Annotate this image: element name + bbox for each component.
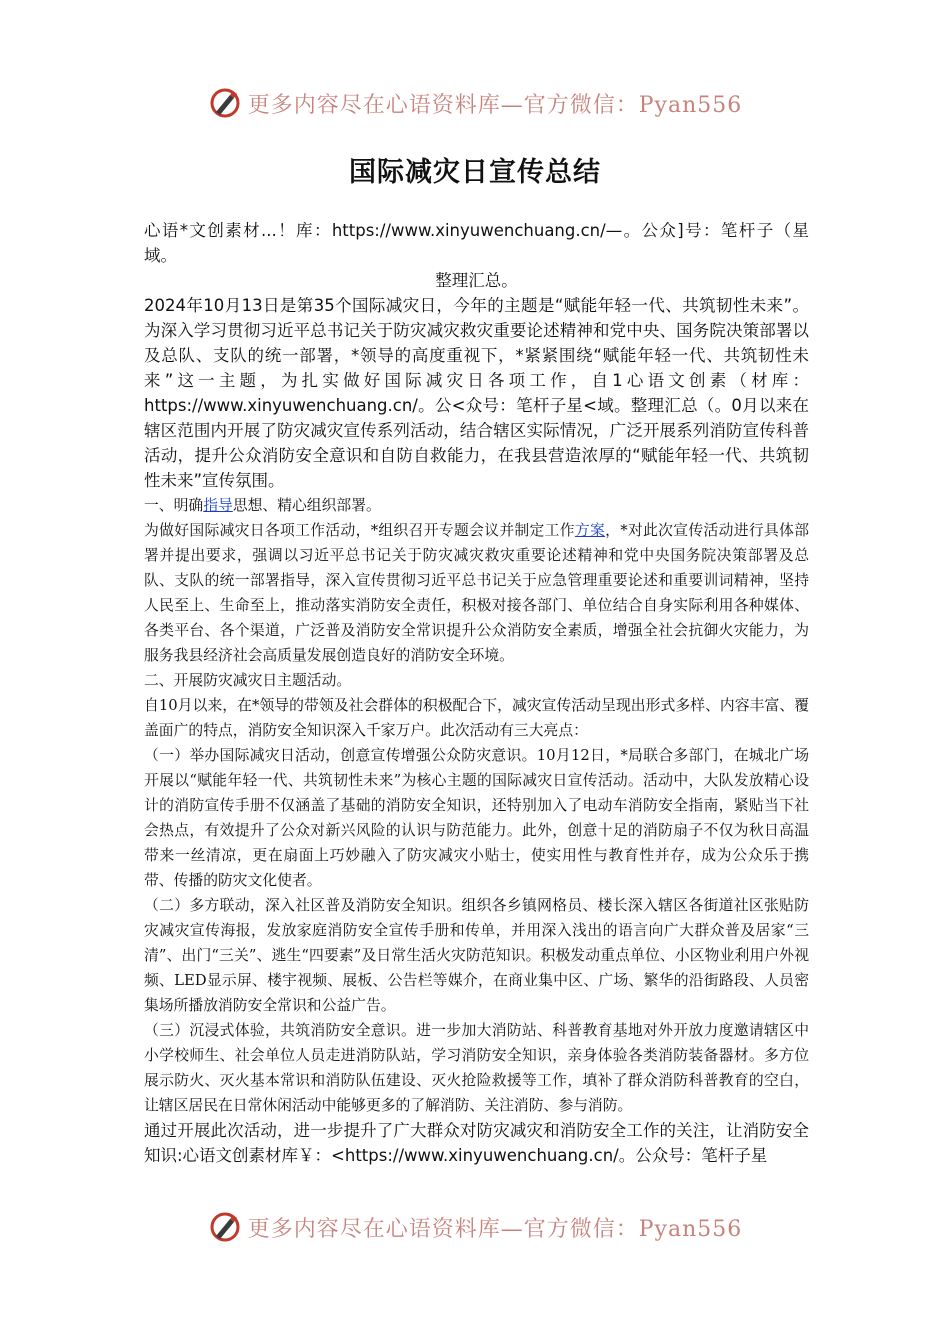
pen-circle-logo-icon — [208, 86, 242, 120]
paragraph-6: 通过开展此次活动，进一步提升了广大群众对防灾减灾和消防安全工作的关注，让消防安全知识:心语文创素材库￥：<https://www.xinyuwenchuang.cn/。公众号：笔杆子星 — [144, 1121, 809, 1165]
heading-1-suffix: 思想、精心组织部署。 — [232, 497, 381, 514]
paragraph-1 — [144, 518, 809, 668]
intro-paragraph: 2024年10月13日是第35个国际减灾日，今年的主题是“赋能年轻一代、共筑韧性未来”。为深入学习贯彻习近平总书记关于防灾减灾救灾重要论述精神和党中央、国务院决策部署以及总队、支队的统一部署，*领导的高度重视下，*紧紧围绕“赋能年轻一代、共筑韧性未来”这一主题，为扎实做好国际减灾日各项工作，自1心语文创素（材库：https://www.xinyuwenchuang.cn/。公<众号：笔杆子星<域。整理汇总（。0月以来在辖区范围内开展了防灾减灾宣传系列活动，结合辖区实际情况，广泛开展系列消防宣传科普活动，提升公众消防安全意识和自防自救能力，在我县营造浓厚的“赋能年轻一代、共筑韧性未来”宣传氛围。 — [144, 296, 809, 490]
section-heading-2: 二、开展防灾减灾日主题活动。 — [144, 672, 352, 689]
source-line-2: 整理汇总。 — [435, 271, 518, 290]
paragraph-4: （二）多方联动，深入社区普及消防安全知识。组织各乡镇网格员、楼长深入辖区各街道社区张贴防灾减灾宣传海报，发放家庭消防安全宣传手册和传单，并用深入浅出的语言向广大群众普及居家“三清”、出门“三关”、逃生“四要素”及日常生活火灾防范知识。积极发动重点单位、小区物业利用户外视频、LED显示屏、楼宇视频、展板、公告栏等媒介，在商业集中区、广场、繁华的沿街路段、人员密集场所播放消防安全常识和公益广告。 — [144, 897, 809, 1014]
paragraph-5: （三）沉浸式体验，共筑消防安全意识。进一步加大消防站、科普教育基地对外开放力度邀请辖区中小学校师生、社会单位人员走进消防队站，学习消防安全知识，亲身体验各类消防装备器材。多方位展示防火、灭火基本常识和消防队伍建设、灭火抢险救援等工作，填补了群众消防科普教育的空白，让辖区居民在日常休闲活动中能够更多的了解消防、关注消防、参与消防。 — [144, 1022, 809, 1114]
section-heading-1 — [144, 493, 809, 518]
paragraph-2: 自10月以来，在*领导的带领及社会群体的积极配合下，减灾宣传活动呈现出形式多样、内容丰富、覆盖面广的特点，消防安全知识深入千家万户。此次活动有三大亮点： — [144, 697, 809, 739]
header-banner — [0, 78, 950, 128]
paragraph-1-prefix: 为做好国际减灾日各项工作活动，*组织召开专题会议并制定工作 — [144, 522, 575, 539]
document-body — [144, 218, 809, 1168]
document-title: 国际减灾日宣传总结 — [349, 157, 601, 188]
source-line: 心语*文创素材...！库：https://www.xinyuwenchuang.cn/—。公众]号：笔杆子（星域。 — [144, 221, 809, 265]
paragraph-3: （一）举办国际减灾日活动，创意宣传增强公众防灾意识。10月12日，*局联合多部门，在城北广场开展以“赋能年轻一代、共筑韧性未来”为核心主题的国际减灾日宣传活动。活动中，大队发放精心设计的消防宣传手册不仅涵盖了基础的消防安全知识，还特别加入了电动车消防安全指南，紧贴当下社会热点，有效提升了公众对新兴风险的认识与防范能力。此外，创意十足的消防扇子不仅为秋日高温带来一丝清凉，更在扇面上巧妙融入了防灾减灾小贴士，使实用性与教育性并存，成为公众乐于携带、传播的防灾文化使者。 — [144, 747, 809, 889]
footer-banner — [0, 1202, 950, 1252]
banner-text: 更多内容尽在心语资料库—官方微信：Pyan556 — [247, 92, 743, 118]
pen-circle-logo-icon — [208, 1210, 242, 1244]
banner-text: 更多内容尽在心语资料库—官方微信：Pyan556 — [247, 1216, 743, 1242]
guidance-link[interactable]: 指导 — [203, 497, 233, 514]
heading-1-prefix: 一、明确 — [144, 497, 204, 514]
plan-link[interactable]: 方案 — [574, 522, 606, 539]
paragraph-1-suffix: ，*对此次宣传活动进行具体部署并提出要求，强调以习近平总书记关于防灾减灾救灾重要论述精神和党中央国务院决策部署及总队、支队的统一部署指导，深入宣传贯彻习近平总书记关于应急管理重要论述和重要训词精神，坚持人民至上、生命至上，推动落实消防安全责任，积极对接各部门、单位结合自身实际利用各种媒体、各类平台、各个渠道，广泛普及消防安全常识提升公众消防安全素质，增强全社会抗御火灾能力，为服务我县经济社会高质量发展创造良好的消防安全环境。 — [144, 522, 809, 664]
